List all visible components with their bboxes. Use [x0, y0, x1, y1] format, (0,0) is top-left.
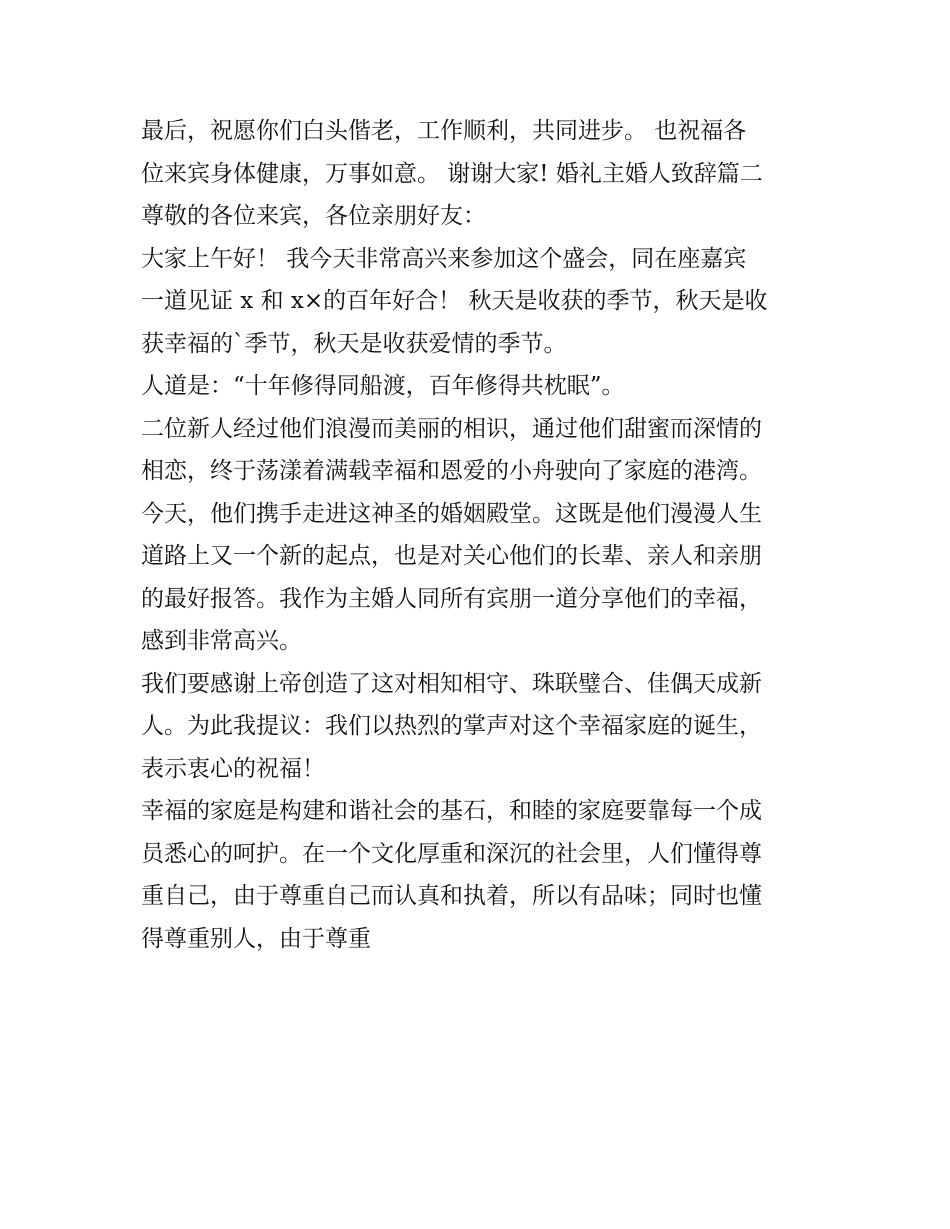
- text-line: 感到非常高兴。: [141, 628, 302, 654]
- text-line: 一道见证 x 和 x×的百年好合！ 秋天是收获的季节，秋天是收: [141, 288, 768, 314]
- text-line: 大家上午好！ 我今天非常高兴来参加这个盛会，同在座嘉宾: [141, 245, 747, 272]
- text-line: 获幸福的`季节，秋天是收获爱情的季节。: [141, 330, 567, 357]
- text-line: 人道是：“十年修得同船渡，百年修得共枕眠”。: [141, 373, 625, 399]
- text-line: 道路上又一个新的起点，也是对关心他们的长辈、亲人和亲朋: [141, 543, 762, 569]
- text-line: 二位新人经过他们浪漫而美丽的相识，通过他们甜蜜而深情的: [141, 415, 762, 442]
- text-line: 幸福的家庭是构建和谐社会的基石，和睦的家庭要靠每一个成: [141, 798, 762, 824]
- document-body-text: [141, 110, 821, 960]
- text-line: 的最好报答。我作为主婚人同所有宾朋一道分享他们的幸福，: [141, 585, 762, 612]
- text-line: 员悉心的呵护。在一个文化厚重和深沉的社会里，人们懂得尊: [141, 840, 762, 867]
- text-line: 我们要感谢上帝创造了这对相知相守、珠联璧合、佳偶天成新: [141, 670, 762, 697]
- text-line: 相恋，终于荡漾着满载幸福和恩爱的小舟驶向了家庭的港湾。: [141, 458, 762, 484]
- text-line: 尊敬的各位来宾，各位亲朋好友：: [141, 203, 486, 229]
- text-line: 重自己，由于尊重自己而认真和执着，所以有品味；同时也懂: [141, 883, 762, 909]
- text-line: 得尊重别人，由于尊重: [141, 925, 371, 952]
- text-line: 最后，祝愿你们白头偕老，工作顺利，共同进步。 也祝福各: [141, 118, 747, 144]
- text-line: 人。为此我提议：我们以热烈的掌声对这个幸福家庭的诞生，: [141, 713, 762, 739]
- text-line: 表示衷心的祝福！: [141, 755, 325, 782]
- text-line: 今天，他们携手走进这神圣的婚姻殿堂。这既是他们漫漫人生: [141, 500, 762, 527]
- text-line: 位来宾身体健康，万事如意。 谢谢大家! 婚礼主婚人致辞篇二: [141, 160, 763, 187]
